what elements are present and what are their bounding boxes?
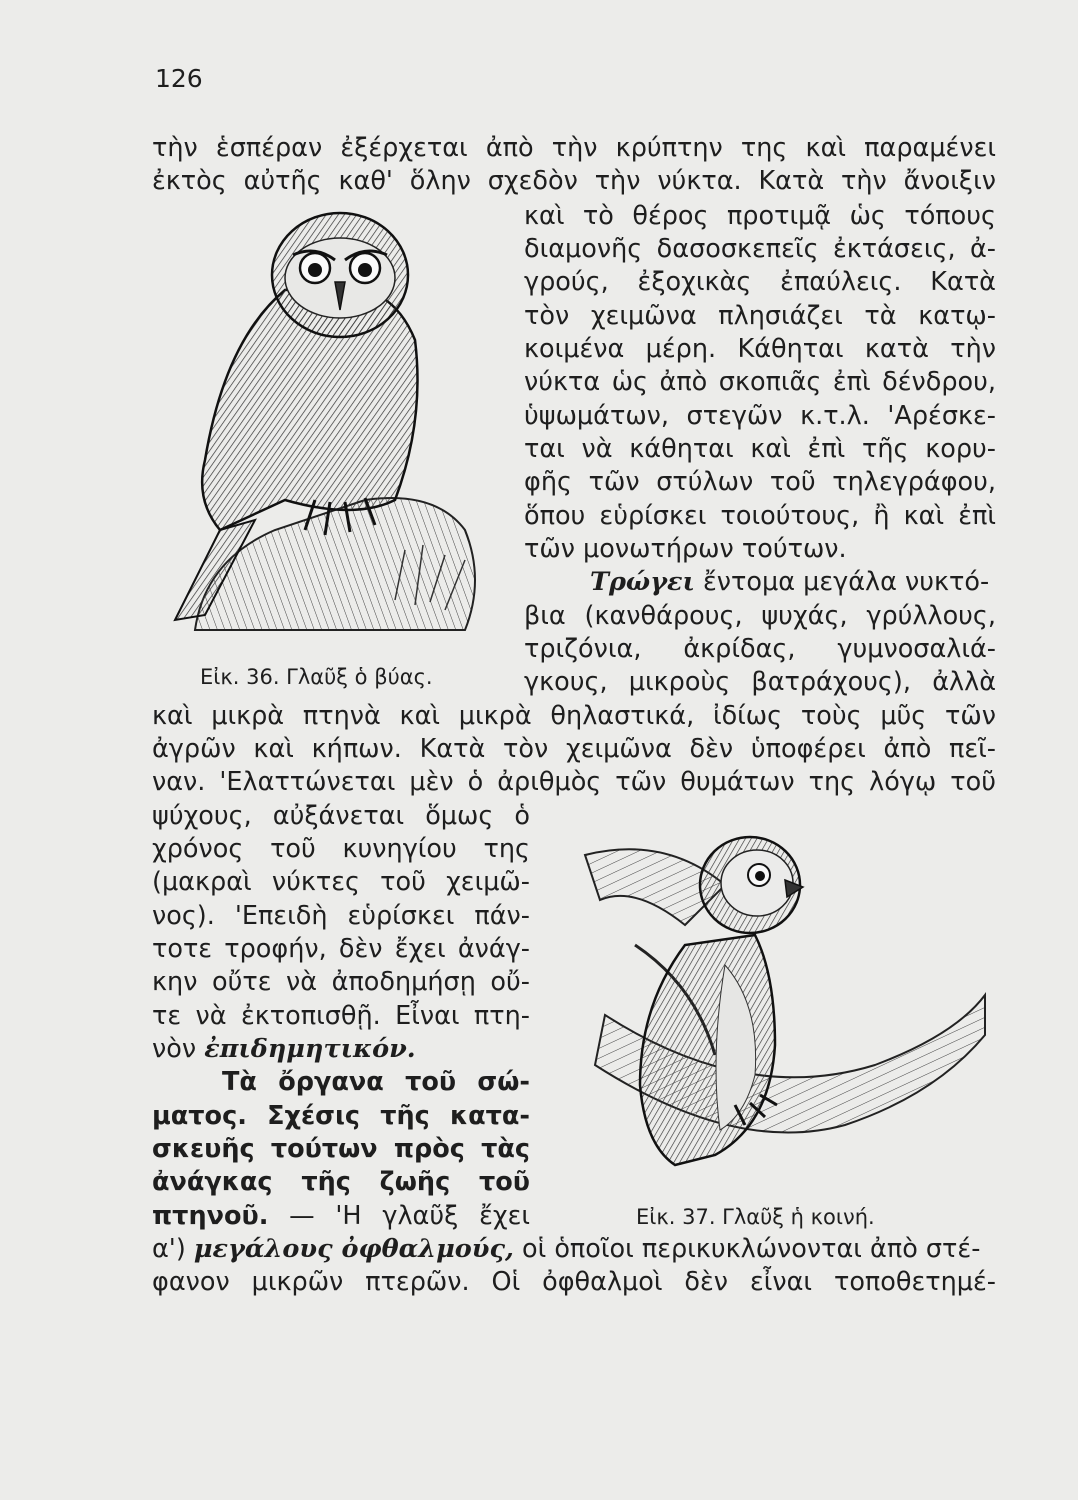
- text-span: α'): [152, 1234, 186, 1264]
- owl-illustration-icon: [165, 200, 505, 660]
- text-line: διαμονῆς δασοσκεπεῖς ἐκτάσεις, ἀ-: [524, 234, 996, 264]
- figure-37-owl-on-branch: [545, 825, 990, 1195]
- text-line: [152, 1233, 996, 1265]
- section-heading-line: ἀνάγκας τῆς ζωῆς τοῦ: [152, 1167, 530, 1197]
- text-line: ναν. 'Ελαττώνεται μὲν ὁ ἀριθμὸς τῶν θυμάτων της λόγῳ τοῦ: [152, 767, 996, 797]
- text-line: ται νὰ κάθηται καὶ ἐπὶ τῆς κορυ-: [524, 434, 996, 464]
- text-line: γκους, μικροὺς βατράχους), ἀλλὰ: [524, 667, 996, 697]
- text-line: ἐκτὸς αὐτῆς καθ' ὅλην σχεδὸν τὴν νύκτα. Κατὰ τὴν ἄνοιξιν: [152, 166, 996, 196]
- text-line: φανον μικρῶν πτερῶν. Οἱ ὀφθαλμοὶ δὲν εἶναι τοποθετημέ-: [152, 1267, 996, 1297]
- text-line: τε νὰ ἐκτοπισθῇ. Εἶναι πτη-: [152, 1001, 530, 1031]
- text-line: τριζόνια, ἀκρίδας, γυμνοσαλιά-: [524, 634, 996, 664]
- text-line: ἀγρῶν καὶ κήπων. Κατὰ τὸν χειμῶνα δὲν ὑποφέρει ἀπὸ πεῖ-: [152, 734, 996, 764]
- text-span: οἱ ὁποῖοι περικυκλώνονται ἀπὸ στέ-: [521, 1234, 981, 1264]
- text-line: (μακραὶ νύκτες τοῦ χειμῶ-: [152, 867, 530, 897]
- text-line: χρόνος τοῦ κυνηγίου της: [152, 834, 530, 864]
- text-line: νος). 'Επειδὴ εὑρίσκει πάν-: [152, 901, 530, 931]
- page-number: 126: [155, 64, 203, 93]
- text-line: ὅπου εὑρίσκει τοιούτους, ἢ καὶ ἐπὶ: [524, 501, 996, 531]
- text-line: [524, 566, 996, 598]
- text-line: βια (κανθάρους, ψυχάς, γρύλλους,: [524, 601, 996, 631]
- text-line: κην οὔτε νὰ ἀποδημήσῃ οὔ-: [152, 967, 530, 997]
- figure-36-caption: Εἰκ. 36. Γλαῦξ ὁ βύας.: [200, 665, 433, 689]
- text-line: [152, 1200, 530, 1232]
- text-line: ψύχους, αὐξάνεται ὅμως ὁ: [152, 801, 530, 831]
- text-span: — 'Η γλαῦξ ἔχει: [289, 1201, 530, 1231]
- text-line: καὶ τὸ θέρος προτιμᾷ ὡς τόπους: [524, 201, 996, 231]
- owl-illustration-icon: [545, 825, 990, 1195]
- section-heading-end: πτηνοῦ.: [152, 1201, 269, 1231]
- emphasis-word: μεγάλους ὀφθαλμούς,: [193, 1234, 514, 1264]
- text-line: τὸν χειμῶνα πλησιάζει τὰ κατῳ-: [524, 301, 996, 331]
- figure-37-caption: Εἰκ. 37. Γλαῦξ ἡ κοινή.: [636, 1205, 875, 1229]
- text-line: ὑψωμάτων, στεγῶν κ.τ.λ. 'Αρέσκε-: [524, 401, 996, 431]
- text-line: [152, 1033, 530, 1065]
- text-line: καὶ μικρὰ πτηνὰ καὶ μικρὰ θηλαστικά, ἰδίως τοὺς μῦς τῶν: [152, 701, 996, 731]
- text-line: τῶν μονωτήρων τούτων.: [524, 534, 847, 564]
- text-line: νύκτα ὡς ἀπὸ σκοπιᾶς ἐπὶ δένδρου,: [524, 367, 996, 397]
- emphasis-word: Τρώγει: [590, 567, 695, 597]
- text-span: ἔντομα μεγάλα νυκτό-: [703, 567, 990, 597]
- section-heading-line: Τὰ ὄργανα τοῦ σώ-: [222, 1067, 530, 1097]
- emphasis-word: ἐπιδημητικόν.: [204, 1034, 416, 1064]
- section-heading-line: σκευῆς τούτων πρὸς τὰς: [152, 1134, 530, 1164]
- text-line: γρούς, ἐξοχικὰς ἐπαύλεις. Κατὰ: [524, 267, 996, 297]
- text-line: κοιμένα μέρη. Κάθηται κατὰ τὴν: [524, 334, 996, 364]
- section-heading-line: ματος. Σχέσις τῆς κατα-: [152, 1101, 530, 1131]
- text-line: τὴν ἑσπέραν ἐξέρχεται ἀπὸ τὴν κρύπτην της καὶ παραμένει: [152, 133, 996, 163]
- text-span: νὸν: [152, 1034, 197, 1064]
- figure-36-owl-on-rock: [165, 200, 505, 660]
- text-line: τοτε τροφήν, δὲν ἔχει ἀνάγ-: [152, 934, 530, 964]
- text-line: φῆς τῶν στύλων τοῦ τηλεγράφου,: [524, 467, 996, 497]
